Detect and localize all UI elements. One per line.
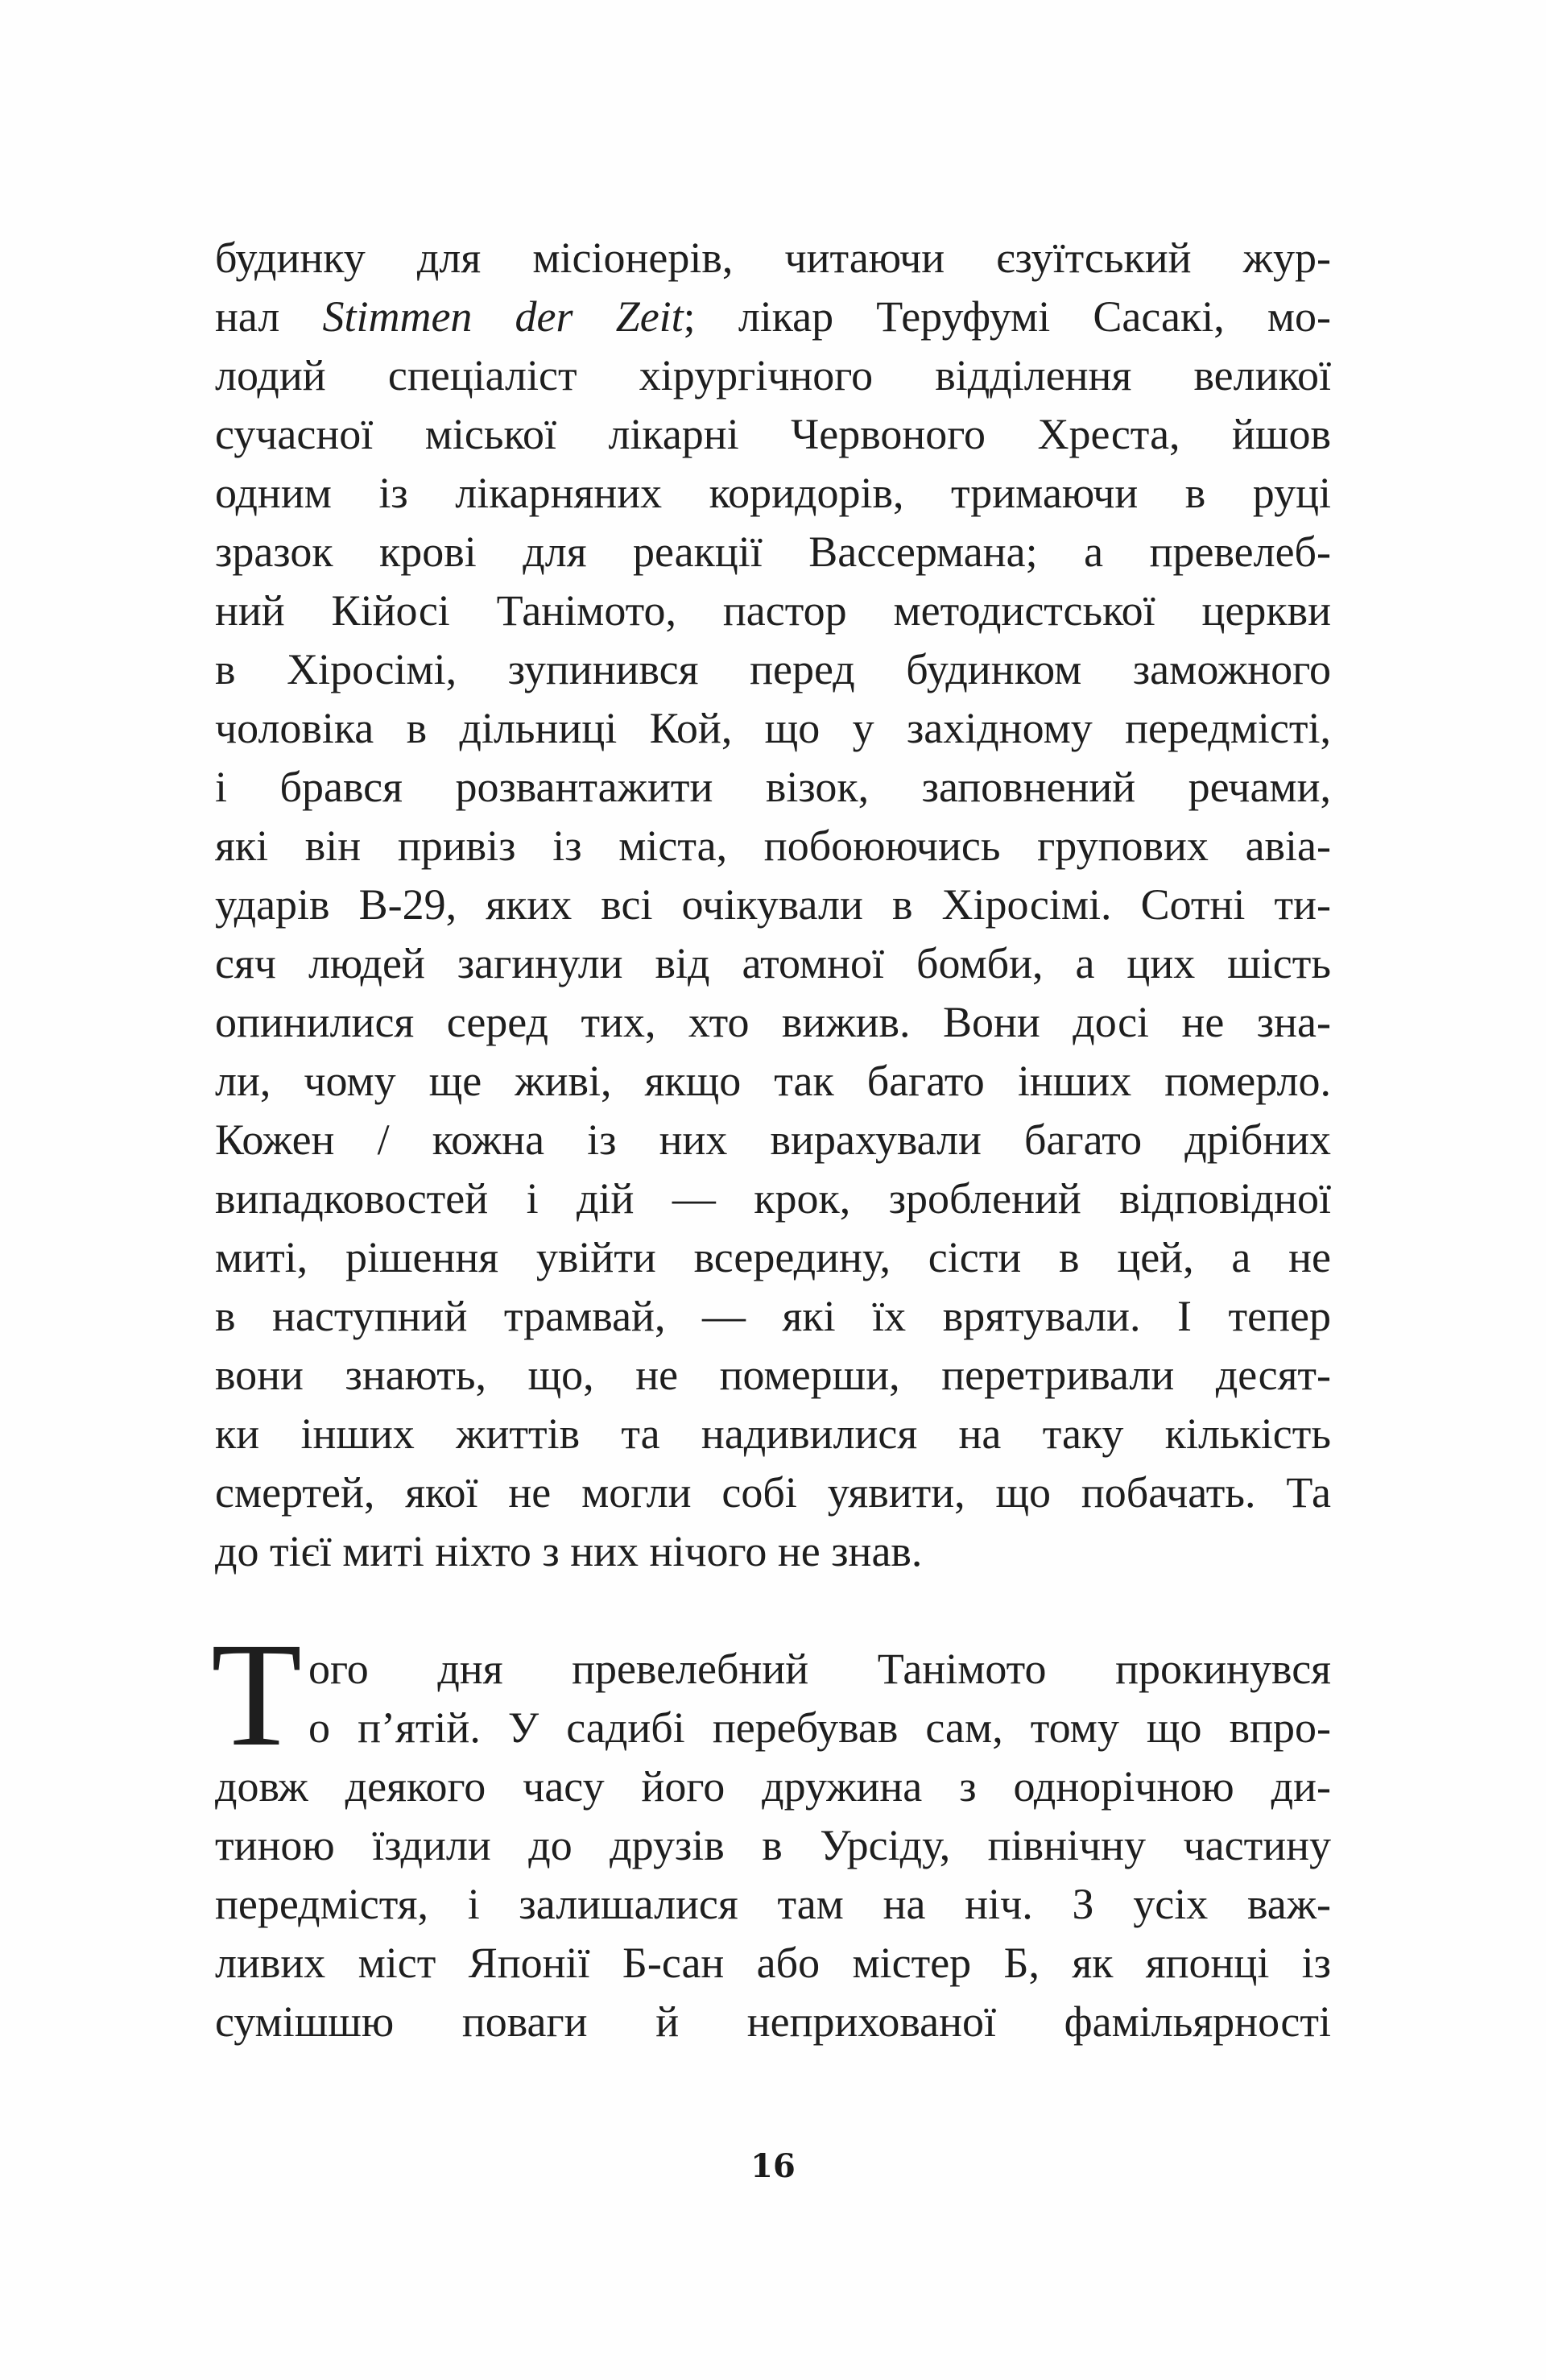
text-line: ударів B-29, яких всі очікували в Хіросімі. Сотні ти- xyxy=(215,880,1331,929)
text-line: смертей, якої не могли собі уявити, що побачать. Та xyxy=(215,1468,1331,1517)
drop-cap: Т xyxy=(211,1612,303,1778)
text-line: сучасної міської лікарні Червоного Хреста, йшов xyxy=(215,410,1331,458)
text-line: в Хіросімі, зупинився перед будинком заможного xyxy=(215,645,1331,693)
text-line: і брався розвантажити візок, заповнений речами, xyxy=(215,763,1331,811)
text-line: одним із лікарняних коридорів, тримаючи в руці xyxy=(215,469,1331,517)
text-span: ; лікар Теруфумі Сасакі, мо- xyxy=(683,292,1331,341)
text-line: довж деякого часу його дружина з однорічною ди- xyxy=(215,1762,1331,1811)
text-line: випадковостей і дій — крок, зроблений відповідної xyxy=(215,1174,1331,1223)
text-line: які він привіз із міста, побоюючись групових авіа- xyxy=(215,822,1331,870)
text-line: ки інших життів та надивилися на таку кількість xyxy=(215,1409,1331,1458)
text-line: будинку для місіонерів, читаючи єзуїтський жур- xyxy=(215,234,1331,282)
text-line: опинилися серед тих, хто вижив. Вони досі не зна- xyxy=(215,998,1331,1046)
text-line: миті, рішення увійти всередину, сісти в цей, а не xyxy=(215,1233,1331,1281)
text-line: лодий спеціаліст хірургічного відділення великої xyxy=(215,351,1331,399)
text-line: о п’ятій. У садибі перебував сам, тому що впро- xyxy=(308,1703,1331,1752)
paragraph-1 xyxy=(215,229,1331,1581)
text-line: тиною їздили до друзів в Урсіду, північну частину xyxy=(215,1821,1331,1869)
text-line: сумішшю поваги й неприхованої фамільярності xyxy=(215,1997,1331,2046)
text-line: чоловіка в дільниці Кой, що у західному передмісті, xyxy=(215,704,1331,752)
page-number: 16 xyxy=(750,2147,796,2185)
text-line: ний Кійосі Танімото, пастор методистської церкви xyxy=(215,586,1331,635)
text-line: зразок крові для реакції Вассермана; а превелеб- xyxy=(215,528,1331,576)
text-line: передмістя, і залишалися там на ніч. З усіх важ- xyxy=(215,1880,1331,1928)
italic-title: Stimmen der Zeit xyxy=(322,292,684,341)
text-line xyxy=(215,288,1331,346)
text-line: ливих міст Японії Б-сан або містер Б, як японці із xyxy=(215,1939,1331,1987)
text-span: нал xyxy=(215,292,323,341)
paragraph-2 xyxy=(215,1640,1331,2051)
text-line: до тієї миті ніхто з них нічого не знав. xyxy=(215,1527,923,1575)
text-line: вони знають, що, не померши, перетривали десят- xyxy=(215,1351,1331,1399)
text-line: ли, чому ще живі, якщо так багато інших померло. xyxy=(215,1057,1331,1105)
text-line: Кожен / кожна із них вирахували багато дрібних xyxy=(215,1115,1331,1164)
text-line: в наступний трамвай, — які їх врятували. І тепер xyxy=(215,1292,1331,1340)
text-line: сяч людей загинули від атомної бомби, а цих шість xyxy=(215,939,1331,987)
text-line: ого дня превелебний Танімото прокинувся xyxy=(308,1645,1331,1693)
